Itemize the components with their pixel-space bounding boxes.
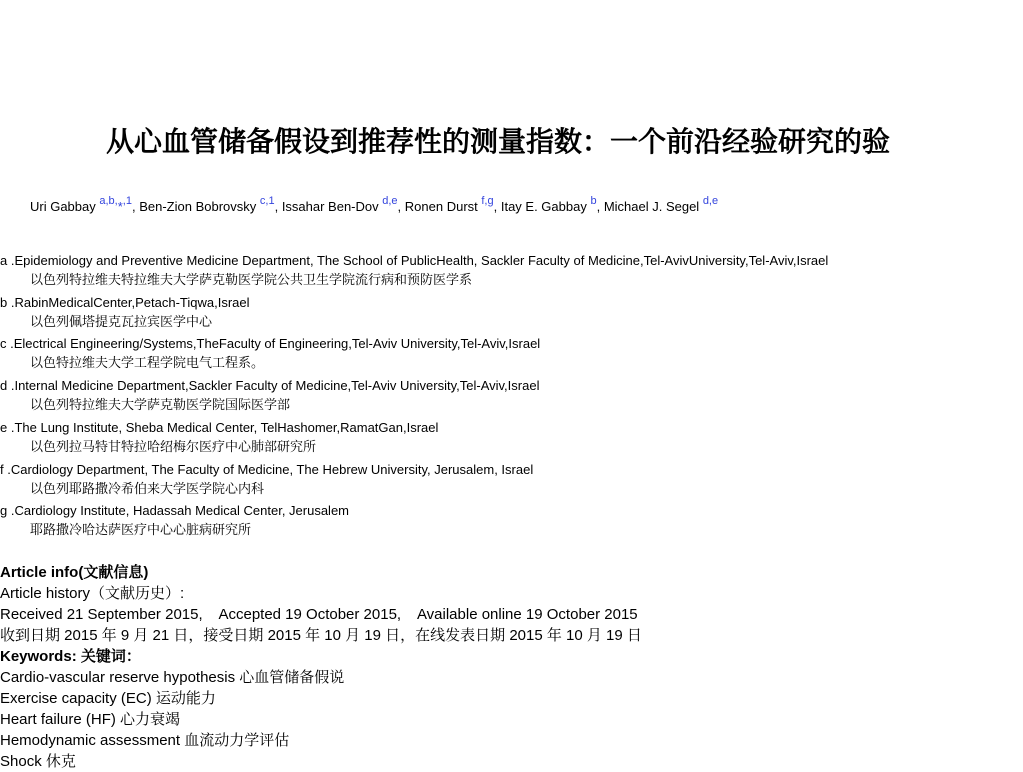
article-info-heading: Article info(文献信息) xyxy=(0,564,149,581)
affiliation-chinese: 以色列特拉维夫大学萨克勒医学院国际医学部 xyxy=(30,397,291,413)
affiliation-chinese: 以色列拉马特甘特拉哈绍梅尔医疗中心肺部研究所 xyxy=(30,438,317,454)
author-name: Michael J. Segel xyxy=(603,199,703,214)
affiliation-english: c .Electrical Engineering/Systems,TheFaculty of Engineering,Tel-Aviv University,Tel-Aviv,Israel xyxy=(0,336,541,352)
keyword-item: Hemodynamic assessment 血流动力学评估 xyxy=(0,732,290,749)
affiliation-english: b .RabinMedicalCenter,Petach-Tiqwa,Israel xyxy=(0,294,250,310)
author-name: Issahar Ben-Dov xyxy=(281,199,383,214)
paper-title-chinese: 从心血管储备假设到推荐性的测量指数：一个前沿经验研究的验 xyxy=(106,126,891,157)
affiliation-english: a .Epidemiology and Preventive Medicine Department, The School of PublicHealth, Sackler Faculty of Medicine,Tel-AvivUniversity,Tel-Aviv,Israel xyxy=(0,253,829,268)
author-footnote-marker[interactable]: ,1 xyxy=(122,195,132,207)
affiliation-chinese: 以色列特拉维夫特拉维夫大学萨克勒医学院公共卫生学院流行病和预防医学系 xyxy=(30,272,473,287)
affiliation-english: d .Internal Medicine Department,Sackler Faculty of Medicine,Tel-Aviv University,Tel-Aviv,Israel xyxy=(0,378,540,394)
affiliation-chinese: 耶路撒冷哈达萨医疗中心心脏病研究所 xyxy=(30,522,252,538)
keyword-item: Exercise capacity (EC) 运动能力 xyxy=(0,690,216,707)
author-name: Itay E. Gabbay xyxy=(500,199,591,214)
author-name: Ben-Zion Bobrovsky xyxy=(139,199,260,214)
author-affiliation-marker[interactable]: c,1 xyxy=(259,195,275,207)
author-separator: , xyxy=(274,199,282,214)
affiliation-chinese: 以色列佩塔提克瓦拉宾医学中心 xyxy=(30,313,213,329)
author-affiliation-marker[interactable]: a,b, xyxy=(99,195,118,207)
author-affiliation-marker[interactable]: d,e xyxy=(382,195,398,207)
author-affiliation-marker[interactable]: b xyxy=(590,195,597,207)
keyword-item: Shock 休克 xyxy=(0,753,76,770)
author-affiliation-marker[interactable]: f,g xyxy=(481,195,494,207)
affiliation-chinese: 以色列耶路撒冷希伯来大学医学院心内科 xyxy=(30,480,265,496)
author-separator: , xyxy=(397,199,405,214)
affiliation-english: f .Cardiology Department, The Faculty of Medicine, The Hebrew University, Jerusalem, Israel xyxy=(0,461,534,477)
author-name: Ronen Durst xyxy=(404,199,482,214)
article-history-label: Article history（文献历史）: xyxy=(0,585,185,602)
author-separator: , xyxy=(596,199,604,214)
keywords-label: Keywords: 关键词： xyxy=(0,648,141,665)
affiliation-chinese: 以色特拉维夫大学工程学院电气工程系。 xyxy=(30,355,265,371)
affiliation-english: e .The Lung Institute, Sheba Medical Center, TelHashomer,RamatGan,Israel xyxy=(0,419,439,435)
author-list xyxy=(30,190,1020,218)
article-dates-chinese: 收到日期 2015 年 9 月 21 日，接受日期 2015 年 10 月 19 日，在线发表日期 2015 年 10 月 19 日 xyxy=(0,627,642,644)
author-name: Uri Gabbay xyxy=(30,199,100,214)
corresponding-author-mark[interactable]: * xyxy=(117,199,123,214)
keyword-item: Heart failure (HF) 心力衰竭 xyxy=(0,711,181,728)
affiliation-english: g .Cardiology Institute, Hadassah Medical Center, Jerusalem xyxy=(0,503,350,519)
author-separator: , xyxy=(493,199,501,214)
article-dates-english: Received 21 September 2015, Accepted 19 October 2015, Available online 19 October 2015 xyxy=(0,606,638,623)
keyword-item: Cardio-vascular reserve hypothesis 心血管储备假说 xyxy=(0,669,345,686)
author-affiliation-marker[interactable]: d,e xyxy=(702,195,719,207)
author-separator: , xyxy=(131,199,140,214)
